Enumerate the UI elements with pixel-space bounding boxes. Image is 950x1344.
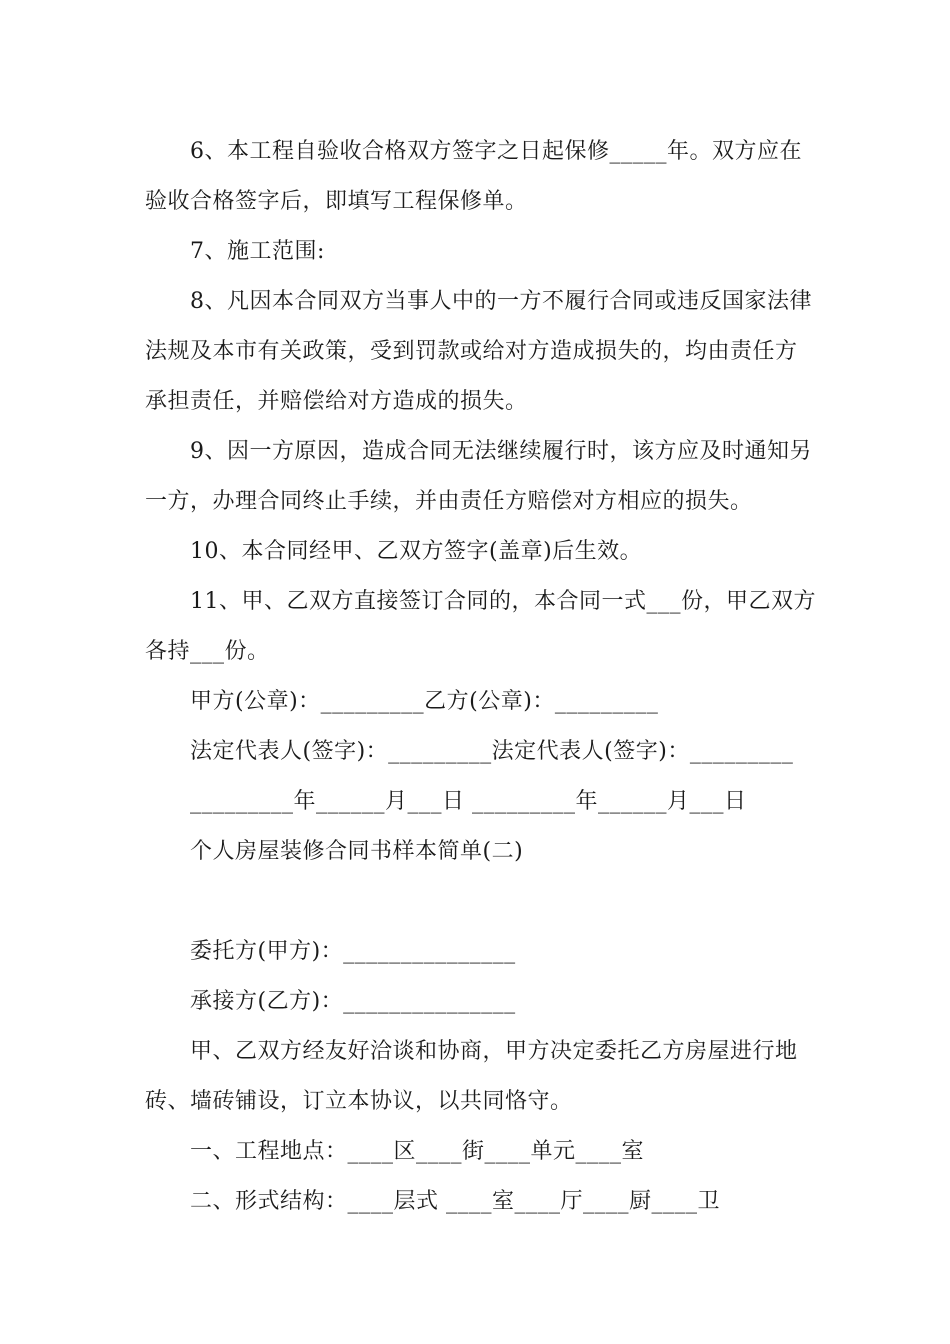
intro-line-1: 甲、乙双方经友好洽谈和协商，甲方决定委托乙方房屋进行地 — [190, 1039, 798, 1064]
clause-11-line-1: 11、甲、乙双方直接签订合同的，本合同一式___份，甲乙双方 — [190, 589, 816, 614]
clause-9-line-1: 9、因一方原因，造成合同无法继续履行时，该方应及时通知另 — [190, 439, 812, 464]
seal-line: 甲方(公章)：_________乙方(公章)：_________ — [190, 689, 659, 714]
clause-6-line-2: 验收合格签字后，即填写工程保修单。 — [145, 189, 528, 214]
clause-8-line-3: 承担责任，并赔偿给对方造成的损失。 — [145, 389, 528, 414]
date-line: _________年______月___日 _________年______月___日 — [190, 789, 747, 814]
clause-8-line-1: 8、凡因本合同双方当事人中的一方不履行合同或违反国家法律 — [190, 289, 812, 314]
signature-line: 法定代表人(签字)：_________法定代表人(签字)：_________ — [190, 739, 794, 764]
clause-9-line-2: 一方，办理合同终止手续，并由责任方赔偿对方相应的损失。 — [145, 489, 753, 514]
clause-8-line-2: 法规及本市有关政策，受到罚款或给对方造成损失的，均由责任方 — [145, 339, 798, 364]
clause-10: 10、本合同经甲、乙双方签字(盖章)后生效。 — [190, 539, 643, 564]
clause-6-line-1: 6、本工程自验收合格双方签字之日起保修_____年。双方应在 — [190, 139, 802, 164]
client-party-line: 委托方(甲方)：_______________ — [190, 939, 516, 964]
structure-form: 二、形式结构：____层式 ____室____厅____厨____卫 — [190, 1189, 720, 1214]
contractor-party-line: 承接方(乙方)：_______________ — [190, 989, 516, 1014]
intro-line-2: 砖、墙砖铺设，订立本协议，以共同恪守。 — [145, 1089, 573, 1114]
section-title: 个人房屋装修合同书样本简单(二) — [190, 839, 524, 864]
clause-7: 7、施工范围: — [190, 239, 325, 264]
project-location: 一、工程地点：____区____街____单元____室 — [190, 1139, 645, 1164]
clause-11-line-2: 各持___份。 — [145, 639, 270, 664]
